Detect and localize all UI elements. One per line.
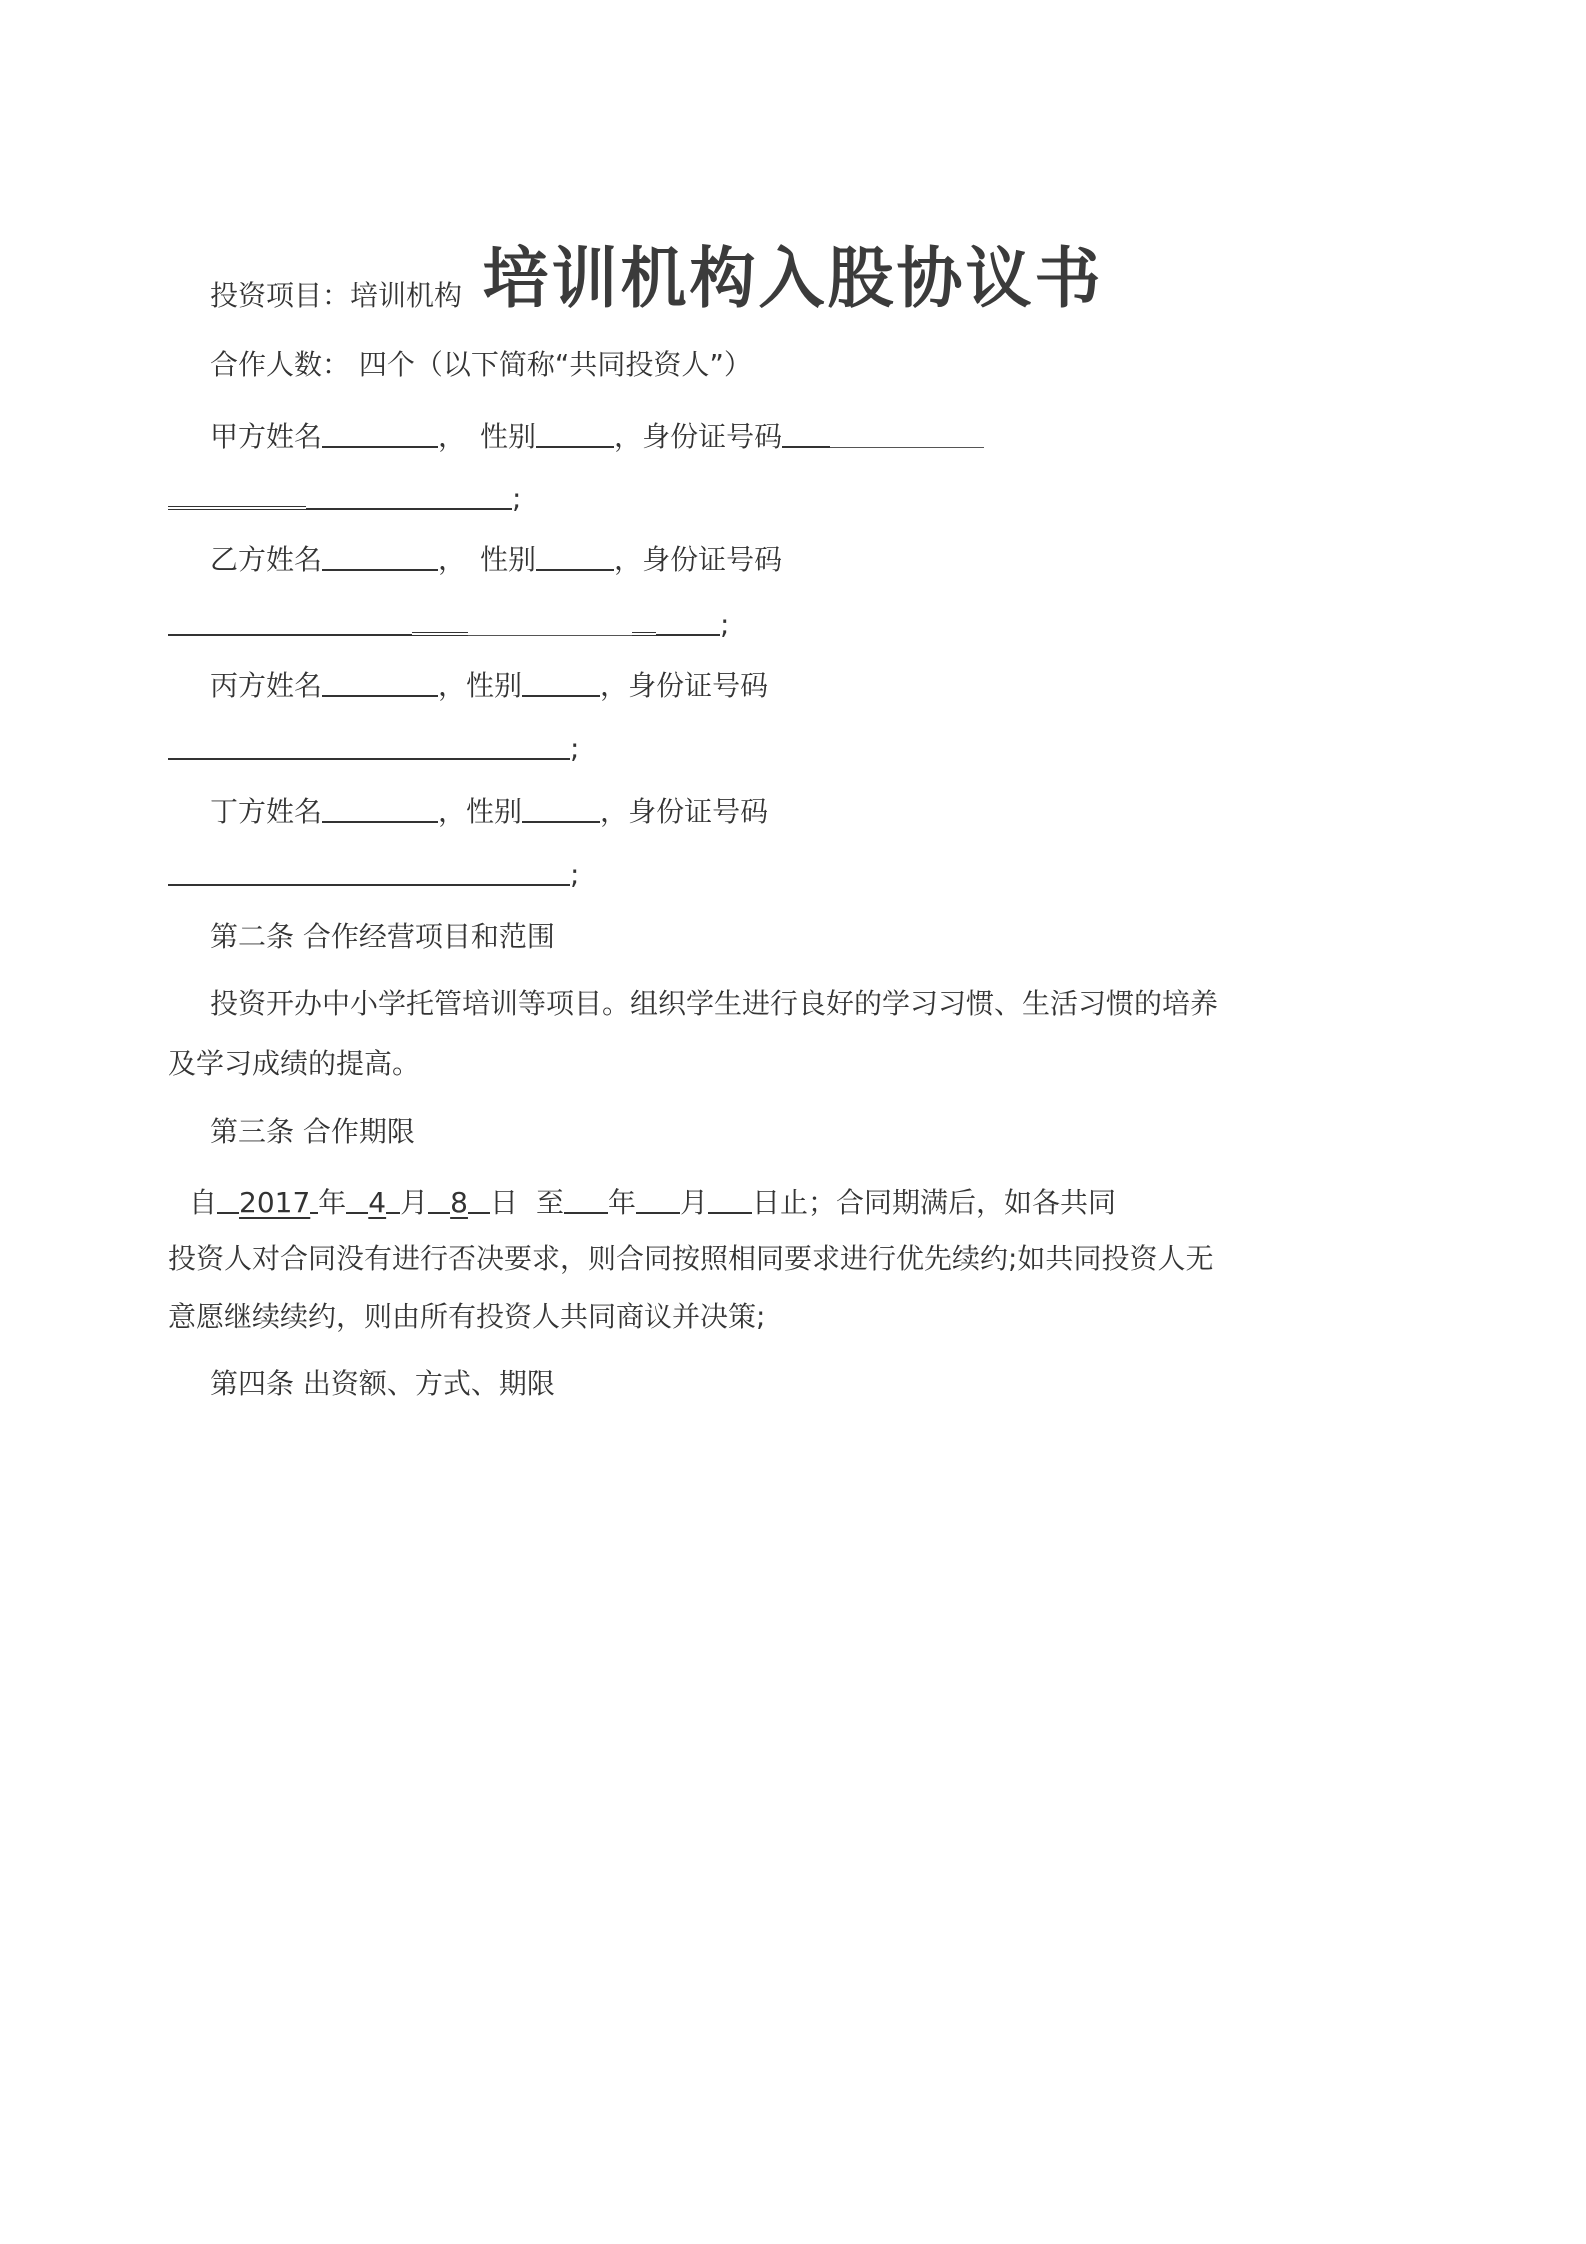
party-a-name-label: 甲方姓名 [210,420,323,453]
term-to: 至 [535,1186,564,1219]
party-a-name-blank [322,416,438,448]
party-a-id-blank-3 [168,476,306,510]
party-b-gender-label: 性别 [480,543,537,576]
term-end-text: 日止；合同期满后，如各共同 [752,1186,1117,1219]
term-day-value: 8 [450,1186,468,1219]
party-d-id-label: 身份证号码 [628,795,769,828]
party-a-sep2: ， [614,420,643,453]
party-d-semicolon: ; [570,858,580,891]
party-a-gender-label: 性别 [480,420,537,453]
party-b-id-line [168,600,729,647]
term-end-year-blank [564,1182,608,1214]
party-b-id-label: 身份证号码 [642,543,783,576]
party-d-name-blank [322,791,438,823]
term-line [189,1180,1116,1225]
article4-heading: 第四条 出资额、方式、期限 [210,1367,555,1400]
term-year: 年 [318,1186,347,1219]
party-a-id-blank-2 [830,417,984,448]
article3-line-2: 投资人对合同没有进行否决要求，则合同按照相同要求进行优先续约;如共同投资人无 [168,1242,1214,1275]
term-month: 月 [400,1186,429,1219]
article2-line-1: 投资开办中小学托管培训等项目。组织学生进行良好的学习习惯、生活习惯的培养 [210,987,1219,1020]
party-b-semicolon: ; [720,608,730,641]
party-b-id-blank-2 [412,602,468,636]
party-a-id-blank-4 [306,478,512,510]
party-c-id-line [168,726,579,771]
party-b-name-label: 乙方姓名 [210,543,323,576]
party-c-id-label: 身份证号码 [628,669,769,702]
term-day: 日 [489,1186,518,1219]
party-b-line [210,537,782,582]
party-a-semicolon: ; [512,482,522,515]
party-c-gender-blank [522,665,600,697]
party-a-id-line [168,474,521,521]
partners-line: 合作人数： 四个（以下简称“共同投资人”） [210,348,752,381]
article2-line-2: 及学习成绩的提高。 [168,1047,421,1080]
term-blank-6 [468,1182,490,1214]
party-c-semicolon: ; [570,732,580,765]
project-line: 投资项目：培训机构 [210,279,463,312]
party-c-name-label: 丙方姓名 [210,669,323,702]
party-c-gender-label: 性别 [466,669,523,702]
term-month-value: 4 [368,1186,387,1219]
term-blank-3 [346,1182,368,1214]
party-b-id-blank-3 [468,605,632,636]
term-end-year: 年 [608,1186,637,1219]
party-b-gender-blank [536,539,614,571]
term-end-month-blank [636,1182,680,1214]
party-c-sep2: ， [600,669,629,702]
party-a-id-blank-1 [782,416,830,448]
party-d-id-line [168,852,579,897]
article3-heading: 第三条 合作期限 [210,1115,415,1148]
party-b-id-blank-4 [632,602,656,636]
term-blank-4 [386,1182,400,1214]
party-d-gender-label: 性别 [466,795,523,828]
term-blank-5 [428,1182,450,1214]
party-d-sep1: ， [438,795,467,828]
party-d-id-blank [168,854,570,886]
party-c-line [210,663,768,708]
party-a-sep1: ， [438,420,467,453]
term-end-day-blank [708,1182,752,1214]
document-title: 培训机构入股协议书 [482,240,1104,317]
party-b-sep1: ， [438,543,467,576]
party-b-sep2: ， [614,543,643,576]
party-c-sep1: ， [438,669,467,702]
party-d-line [210,789,768,834]
party-d-sep2: ， [600,795,629,828]
party-a-gender-blank [536,416,614,448]
term-end-month: 月 [680,1186,709,1219]
term-blank-1 [217,1182,239,1214]
party-d-name-label: 丁方姓名 [210,795,323,828]
party-c-id-blank [168,728,570,760]
term-from: 自 [189,1186,218,1219]
article2-heading: 第二条 合作经营项目和范围 [210,920,555,953]
party-b-id-blank-1 [168,604,412,636]
term-year-value: 2017 [239,1186,311,1219]
party-b-name-blank [322,539,438,571]
party-b-id-blank-5 [656,604,720,636]
party-c-name-blank [322,665,438,697]
party-a-line [210,414,984,459]
party-a-id-label: 身份证号码 [642,420,783,453]
party-d-gender-blank [522,791,600,823]
article3-line-3: 意愿继续续约，则由所有投资人共同商议并决策; [168,1300,766,1333]
term-blank-2 [310,1182,318,1214]
